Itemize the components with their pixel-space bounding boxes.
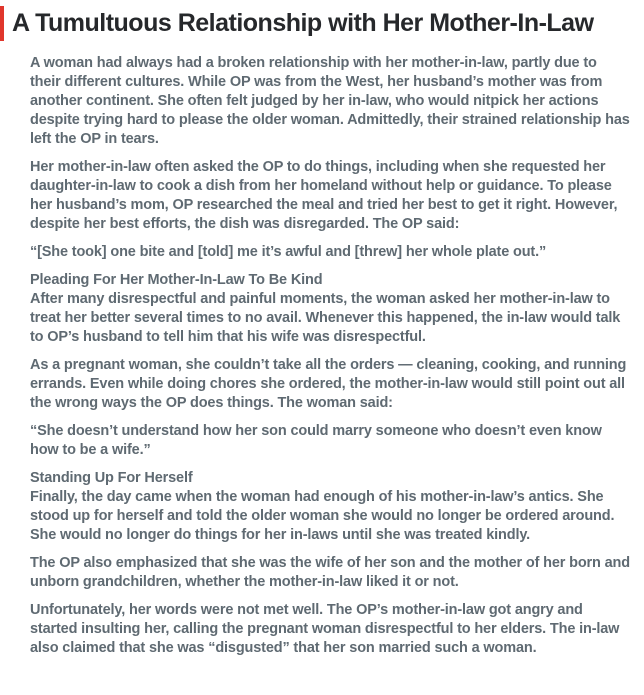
pull-quote-wife: “She doesn’t understand how her son could marry someone who doesn’t even know how to be a wife.”: [30, 422, 602, 458]
paragraph-cooking-story: Her mother-in-law often asked the OP to do things, including when she requested her daughter-in-law to cook a dish from her homeland without help or guidance. To please her husband’s mom, OP researched the meal and tried her best to get it right. However, despite her best efforts, the dish was disregarded. The OP said:: [30, 158, 618, 232]
paragraph-aftermath: Unfortunately, her words were not met well. The OP’s mother-in-law got angry and started insulting her, calling the pregnant woman disrespectful to her elders. The in-law also claimed that she was “disgusted” that her son married such a woman.: [30, 601, 620, 656]
paragraph-intro: A woman had always had a broken relationship with her mother-in-law, partly due to their different cultures. While OP was from the West, her husband’s mother was from another continent. She often felt judged by her in-law, who would nitpick her actions despite trying hard to please the older woman. Admittedly, their strained relationship has left the OP in tears.: [30, 54, 630, 147]
section-standing-up: [30, 469, 630, 545]
pull-quote-plate: “[She took] one bite and [told] me it’s awful and [threw] her whole plate out.”: [30, 243, 547, 260]
section-heading-standing-up: Standing Up For Herself: [30, 469, 193, 486]
section-heading-pleading: Pleading For Her Mother-In-Law To Be Kind: [30, 271, 323, 288]
section-pleading: [30, 271, 630, 347]
paragraph-emphasis: The OP also emphasized that she was the wife of her son and the mother of her born and unborn grandchildren, whether the mother-in-law liked it or not.: [30, 554, 630, 590]
section-text-standing-up: Finally, the day came when the woman had enough of his mother-in-law’s antics. She stood up for herself and told the older woman she would no longer be ordered around. She would no longer do things for her in-laws until she was treated kindly.: [30, 488, 615, 543]
article-body: [0, 54, 644, 658]
article-title: A Tumultuous Relationship with Her Mother-In-Law: [0, 6, 644, 41]
section-text-pleading: After many disrespectful and painful moments, the woman asked her mother-in-law to treat her better several times to no avail. Whenever this happened, the in-law would talk to OP’s husband to tell him that his wife was disrespectful.: [30, 290, 621, 345]
paragraph-pregnant-orders: As a pregnant woman, she couldn’t take all the orders — cleaning, cooking, and running errands. Even while doing chores she ordered, the mother-in-law would still point out all the wrong ways the OP does things. The woman said:: [30, 356, 627, 411]
